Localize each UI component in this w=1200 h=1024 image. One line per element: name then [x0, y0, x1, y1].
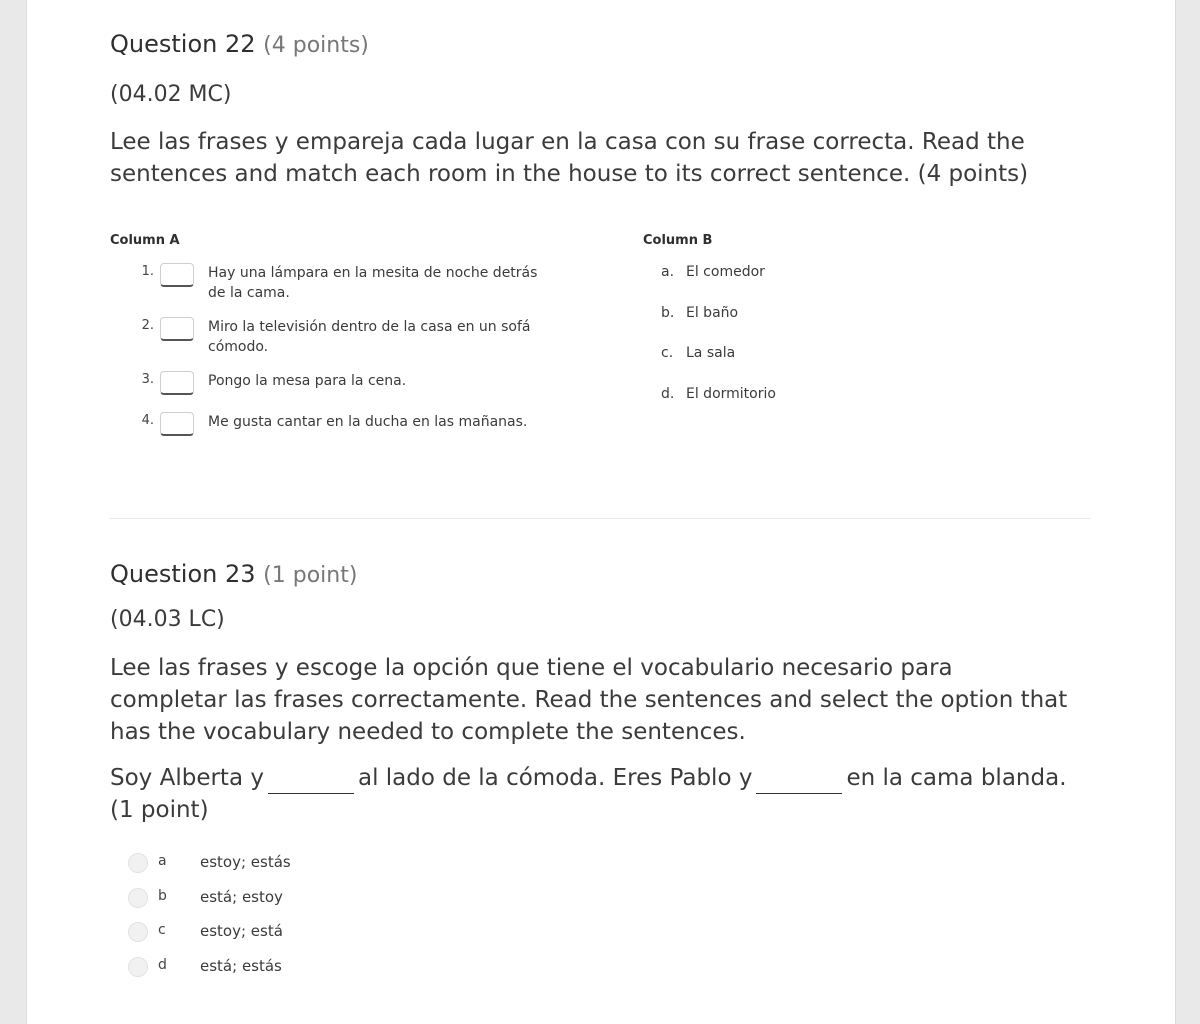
radio-button[interactable]	[128, 957, 148, 977]
sentence-blank	[756, 771, 842, 794]
match-input-1[interactable]	[160, 263, 194, 287]
option-letter: b.	[661, 305, 675, 321]
match-option	[661, 305, 738, 321]
question-points: (1 point)	[263, 563, 358, 588]
answer-option-d[interactable]	[128, 955, 428, 979]
option-text: está; estoy	[200, 888, 283, 906]
option-text: El baño	[686, 305, 739, 321]
radio-button[interactable]	[128, 922, 148, 942]
match-number: 3.	[141, 372, 154, 387]
match-statement: Me gusta cantar en la ducha en las mañanas.	[208, 414, 528, 430]
question-prompt: Lee las frases y escoge la opción que tiene el vocabulario necesario para completar las frases correctamente. Read the sentences and select the option that has the vocabulary needed to complete the sentences.	[110, 655, 1068, 745]
option-letter: a	[158, 853, 167, 869]
sentence-part: al lado de la cómoda. Eres Pablo y	[357, 765, 753, 791]
sentence-part: en la cama blanda. (1 point)	[110, 765, 1067, 823]
option-text: está; estás	[200, 957, 282, 975]
question-divider	[110, 518, 1090, 519]
match-input-2[interactable]	[160, 317, 194, 341]
match-input-4[interactable]	[160, 412, 194, 436]
question-title: Question 22	[110, 30, 256, 58]
option-letter: c.	[661, 345, 674, 361]
radio-button[interactable]	[128, 853, 148, 873]
match-number: 1.	[141, 264, 154, 279]
question-prompt: Lee las frases y empareja cada lugar en la casa con su frase correcta. Read the sentences and match each room in the house to its correct sentence. (4 points)	[110, 129, 1029, 187]
option-letter: c	[158, 922, 166, 938]
option-text: estoy; está	[200, 922, 283, 940]
question-22-header	[110, 30, 369, 58]
match-option	[661, 264, 765, 280]
column-a-title: Column A	[110, 233, 180, 248]
option-letter: b	[158, 888, 167, 904]
question-points: (4 points)	[263, 33, 369, 58]
fill-in-sentence	[110, 762, 1095, 826]
answer-option-c[interactable]	[128, 920, 428, 944]
question-code: (04.02 MC)	[110, 82, 232, 107]
sentence-part: Soy Alberta y	[110, 765, 264, 791]
match-option	[661, 386, 776, 402]
match-input-3[interactable]	[160, 371, 194, 395]
option-letter: d.	[661, 386, 675, 402]
option-text: El dormitorio	[686, 386, 776, 402]
option-letter: d	[158, 957, 167, 973]
match-statement: Hay una lámpara en la mesita de noche detrás de la cama.	[208, 265, 538, 301]
option-text: estoy; estás	[200, 853, 291, 871]
option-text: El comedor	[686, 264, 765, 280]
answer-option-b[interactable]	[128, 886, 428, 910]
column-b-title: Column B	[643, 233, 713, 248]
match-number: 4.	[141, 413, 154, 428]
question-code: (04.03 LC)	[110, 607, 225, 632]
question-23-header	[110, 560, 357, 588]
option-text: La sala	[686, 345, 736, 361]
radio-button[interactable]	[128, 888, 148, 908]
answer-option-a[interactable]	[128, 851, 428, 875]
match-number: 2.	[141, 318, 154, 333]
match-option	[661, 345, 735, 361]
match-statement: Miro la televisión dentro de la casa en un sofá cómodo.	[208, 319, 531, 355]
question-title: Question 23	[110, 560, 256, 588]
sentence-blank	[268, 771, 354, 794]
option-letter: a.	[661, 264, 675, 280]
match-statement: Pongo la mesa para la cena.	[208, 373, 407, 389]
